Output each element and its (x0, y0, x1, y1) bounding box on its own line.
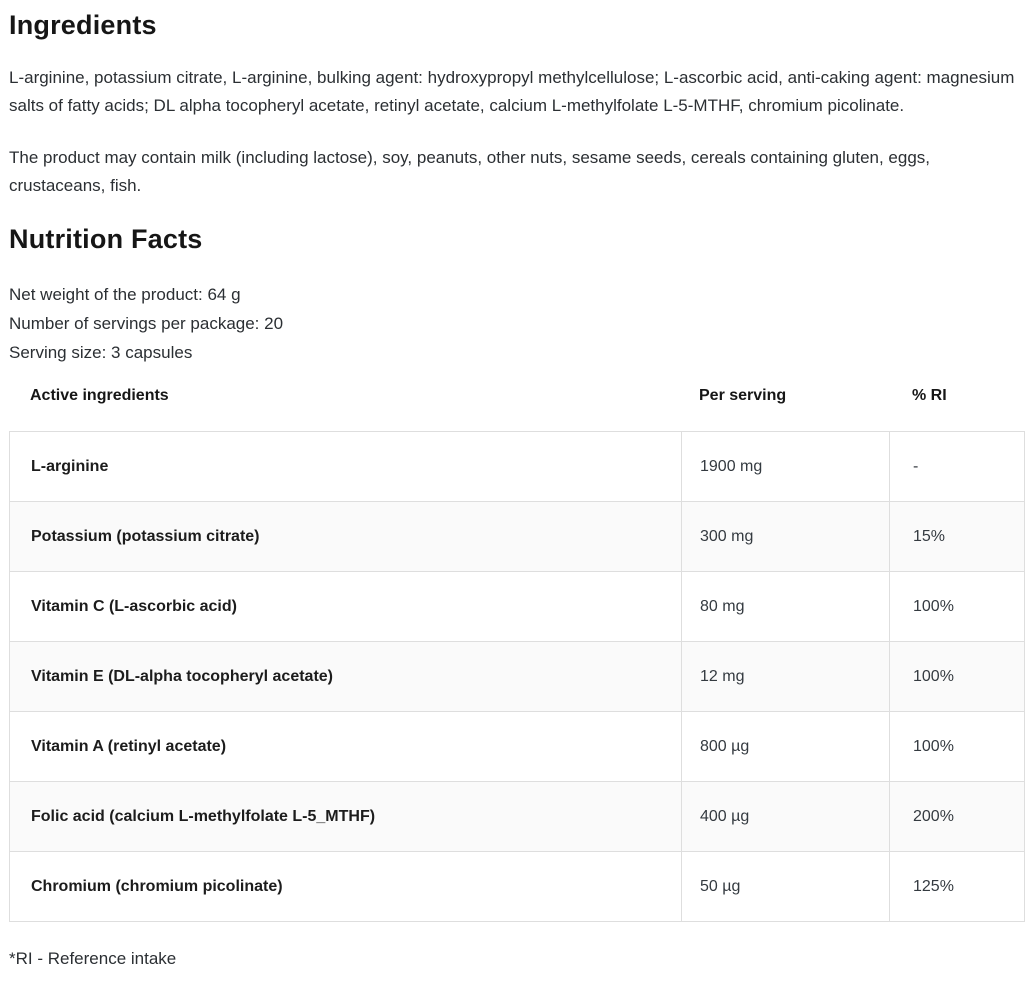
column-header-per-serving: Per serving (699, 387, 787, 404)
per-serving-value: 300 mg (681, 502, 889, 571)
serving-size-text: Serving size: 3 capsules (9, 343, 193, 362)
nutrition-table (9, 431, 1025, 922)
table-row-l-arginine (10, 432, 1024, 501)
ingredients-composition-text: L-arginine, potassium citrate, L-arginine, bulking agent: hydroxypropyl methylcellulose; L-ascorbic acid, anti-caking agent: magnesium salts of fatty acids; DL alpha tocopheryl acetate, retinyl acetate, calcium L-methylfolate L-5-MTHF, chromium picolinate. (9, 68, 1015, 115)
nutrition-facts-heading: Nutrition Facts (9, 224, 203, 254)
per-serving-value: 1900 mg (681, 432, 889, 501)
per-serving-value: 80 mg (681, 572, 889, 641)
table-row-vitamin-c (10, 571, 1024, 641)
table-row-vitamin-a (10, 711, 1024, 781)
ingredient-name: L-arginine (31, 457, 109, 475)
ingredient-name: Chromium (chromium picolinate) (31, 877, 283, 895)
ingredients-heading: Ingredients (9, 10, 157, 40)
per-serving-value: 12 mg (681, 642, 889, 711)
table-row-folic-acid (10, 781, 1024, 851)
ri-value: 200% (889, 782, 1024, 851)
ri-value: 100% (889, 712, 1024, 781)
ingredient-name: Potassium (potassium citrate) (31, 527, 260, 545)
table-row-potassium (10, 501, 1024, 571)
ri-value: 15% (889, 502, 1024, 571)
per-serving-value: 800 µg (681, 712, 889, 781)
ri-value: 100% (889, 642, 1024, 711)
per-serving-value: 400 µg (681, 782, 889, 851)
ri-value: 100% (889, 572, 1024, 641)
net-weight-text: Net weight of the product: 64 g (9, 285, 241, 304)
table-row-chromium (10, 851, 1024, 921)
column-header-active-ingredients: Active ingredients (30, 387, 169, 404)
ingredient-name: Vitamin E (DL-alpha tocopheryl acetate) (31, 667, 333, 685)
ingredient-name: Vitamin A (retinyl acetate) (31, 737, 227, 755)
servings-per-package-text: Number of servings per package: 20 (9, 314, 284, 333)
per-serving-value: 50 µg (681, 852, 889, 921)
ri-reference-footnote: *RI - Reference intake (9, 949, 177, 968)
ingredient-name: Vitamin C (L-ascorbic acid) (31, 597, 237, 615)
table-row-vitamin-e (10, 641, 1024, 711)
column-header-percent-ri: % RI (912, 387, 947, 404)
ri-value: - (889, 432, 1024, 501)
ingredient-name: Folic acid (calcium L-methylfolate L-5_MTHF) (31, 807, 376, 825)
serving-info-block (9, 280, 1025, 367)
nutrition-table-header-row (9, 387, 1025, 405)
ri-value: 125% (889, 852, 1024, 921)
allergen-note-text: The product may contain milk (including lactose), soy, peanuts, other nuts, sesame seeds, cereals containing gluten, eggs, crustaceans, fish. (9, 148, 931, 195)
